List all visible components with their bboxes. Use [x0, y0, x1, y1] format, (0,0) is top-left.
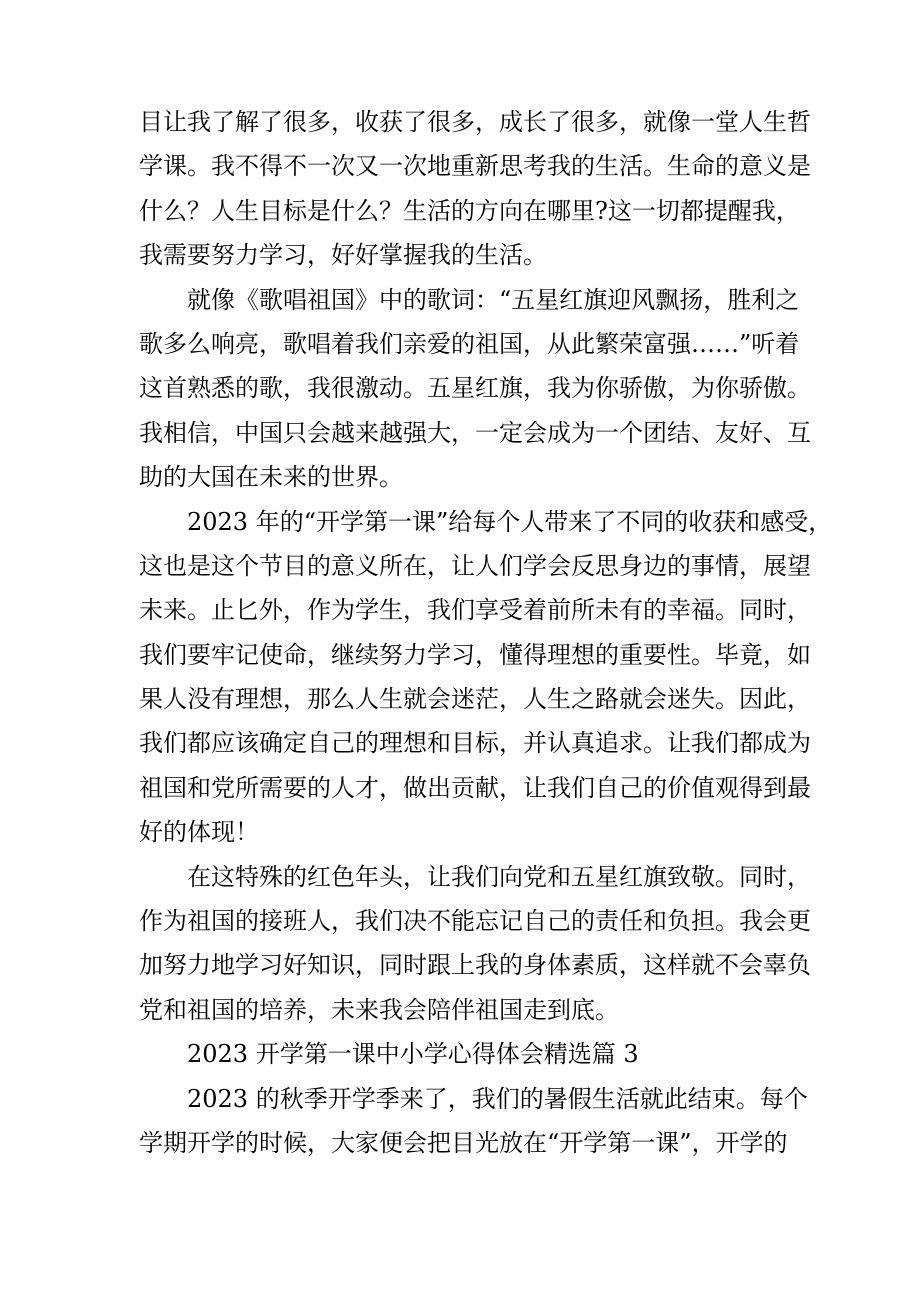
paragraph-line: 我相信，中国只会越来越强大，一定会成为一个团结、友好、互	[139, 418, 811, 447]
paragraph-line: 在这特殊的红色年头，让我们向党和五星红旗致敬。同时，	[187, 862, 811, 891]
paragraph-4	[139, 855, 811, 1033]
paragraph-3	[139, 500, 833, 855]
paragraph-line: 这也是这个节目的意义所在，让人们学会反思身边的事情，展望	[139, 551, 811, 580]
paragraph-line: 2023 年的“开学第一课”给每个人带来了不同的收获和感受，	[187, 507, 833, 536]
paragraph-line: 加努力地学习好知识，同时跟上我的身体素质，这样就不会辜负	[139, 951, 811, 980]
paragraph-line: 我需要努力学习，好好掌握我的生活。	[139, 241, 547, 270]
paragraph-line: 助的大国在未来的世界。	[139, 463, 403, 492]
paragraph-line: 党和祖国的培养，未来我会陪伴祖国走到底。	[139, 995, 619, 1024]
section-heading	[139, 1032, 799, 1076]
paragraph-line: 这首熟悉的歌，我很激动。五星红旗，我为你骄傲，为你骄傲。	[139, 374, 811, 403]
paragraph-1	[139, 100, 811, 278]
paragraph-line: 祖国和党所需要的人才，做出贡献，让我们自己的价值观得到最	[139, 773, 811, 802]
paragraph-line: 我们都应该确定自己的理想和目标，并认真追求。让我们都成为	[139, 729, 811, 758]
document-body	[139, 100, 833, 1165]
paragraph-2	[139, 278, 811, 500]
paragraph-line: 好的体现！	[139, 818, 259, 847]
paragraph-line: 2023 的秋季开学季来了，我们的暑假生活就此结束。每个	[187, 1084, 808, 1113]
paragraph-line: 就像《歌唱祖国》中的歌词：“五星红旗迎风飘扬，胜利之	[187, 285, 800, 314]
paragraph-line: 目让我了解了很多，收获了很多，成长了很多，就像一堂人生哲	[139, 108, 811, 136]
paragraph-line: 学课。我不得不一次又一次地重新思考我的生活。生命的意义是	[139, 152, 811, 181]
paragraph-line: 作为祖国的接班人，我们决不能忘记自己的责任和负担。我会更	[139, 907, 811, 936]
paragraph-line: 歌多么响亮，歌唱着我们亲爱的祖国，从此繁荣富强……”听着	[139, 329, 800, 358]
paragraph-line: 我们要牢记使命，继续努力学习，懂得理想的重要性。毕竟，如	[139, 640, 811, 669]
paragraph-line: 未来。止匕外，作为学生，我们享受着前所未有的幸福。同时，	[139, 596, 811, 625]
paragraph-line: 学期开学的时候，大家便会把目光放在“开学第一课”，开学的	[139, 1128, 788, 1157]
paragraph-line: 什么？人生目标是什么？生活的方向在哪里?这一切都提醒我，	[139, 196, 800, 225]
paragraph-5	[139, 1077, 808, 1166]
paragraph-line: 果人没有理想，那么人生就会迷茫，人生之路就会迷失。因此，	[139, 685, 811, 714]
section-title: 2023 开学第一课中小学心得体会精选篇 3	[187, 1040, 639, 1069]
